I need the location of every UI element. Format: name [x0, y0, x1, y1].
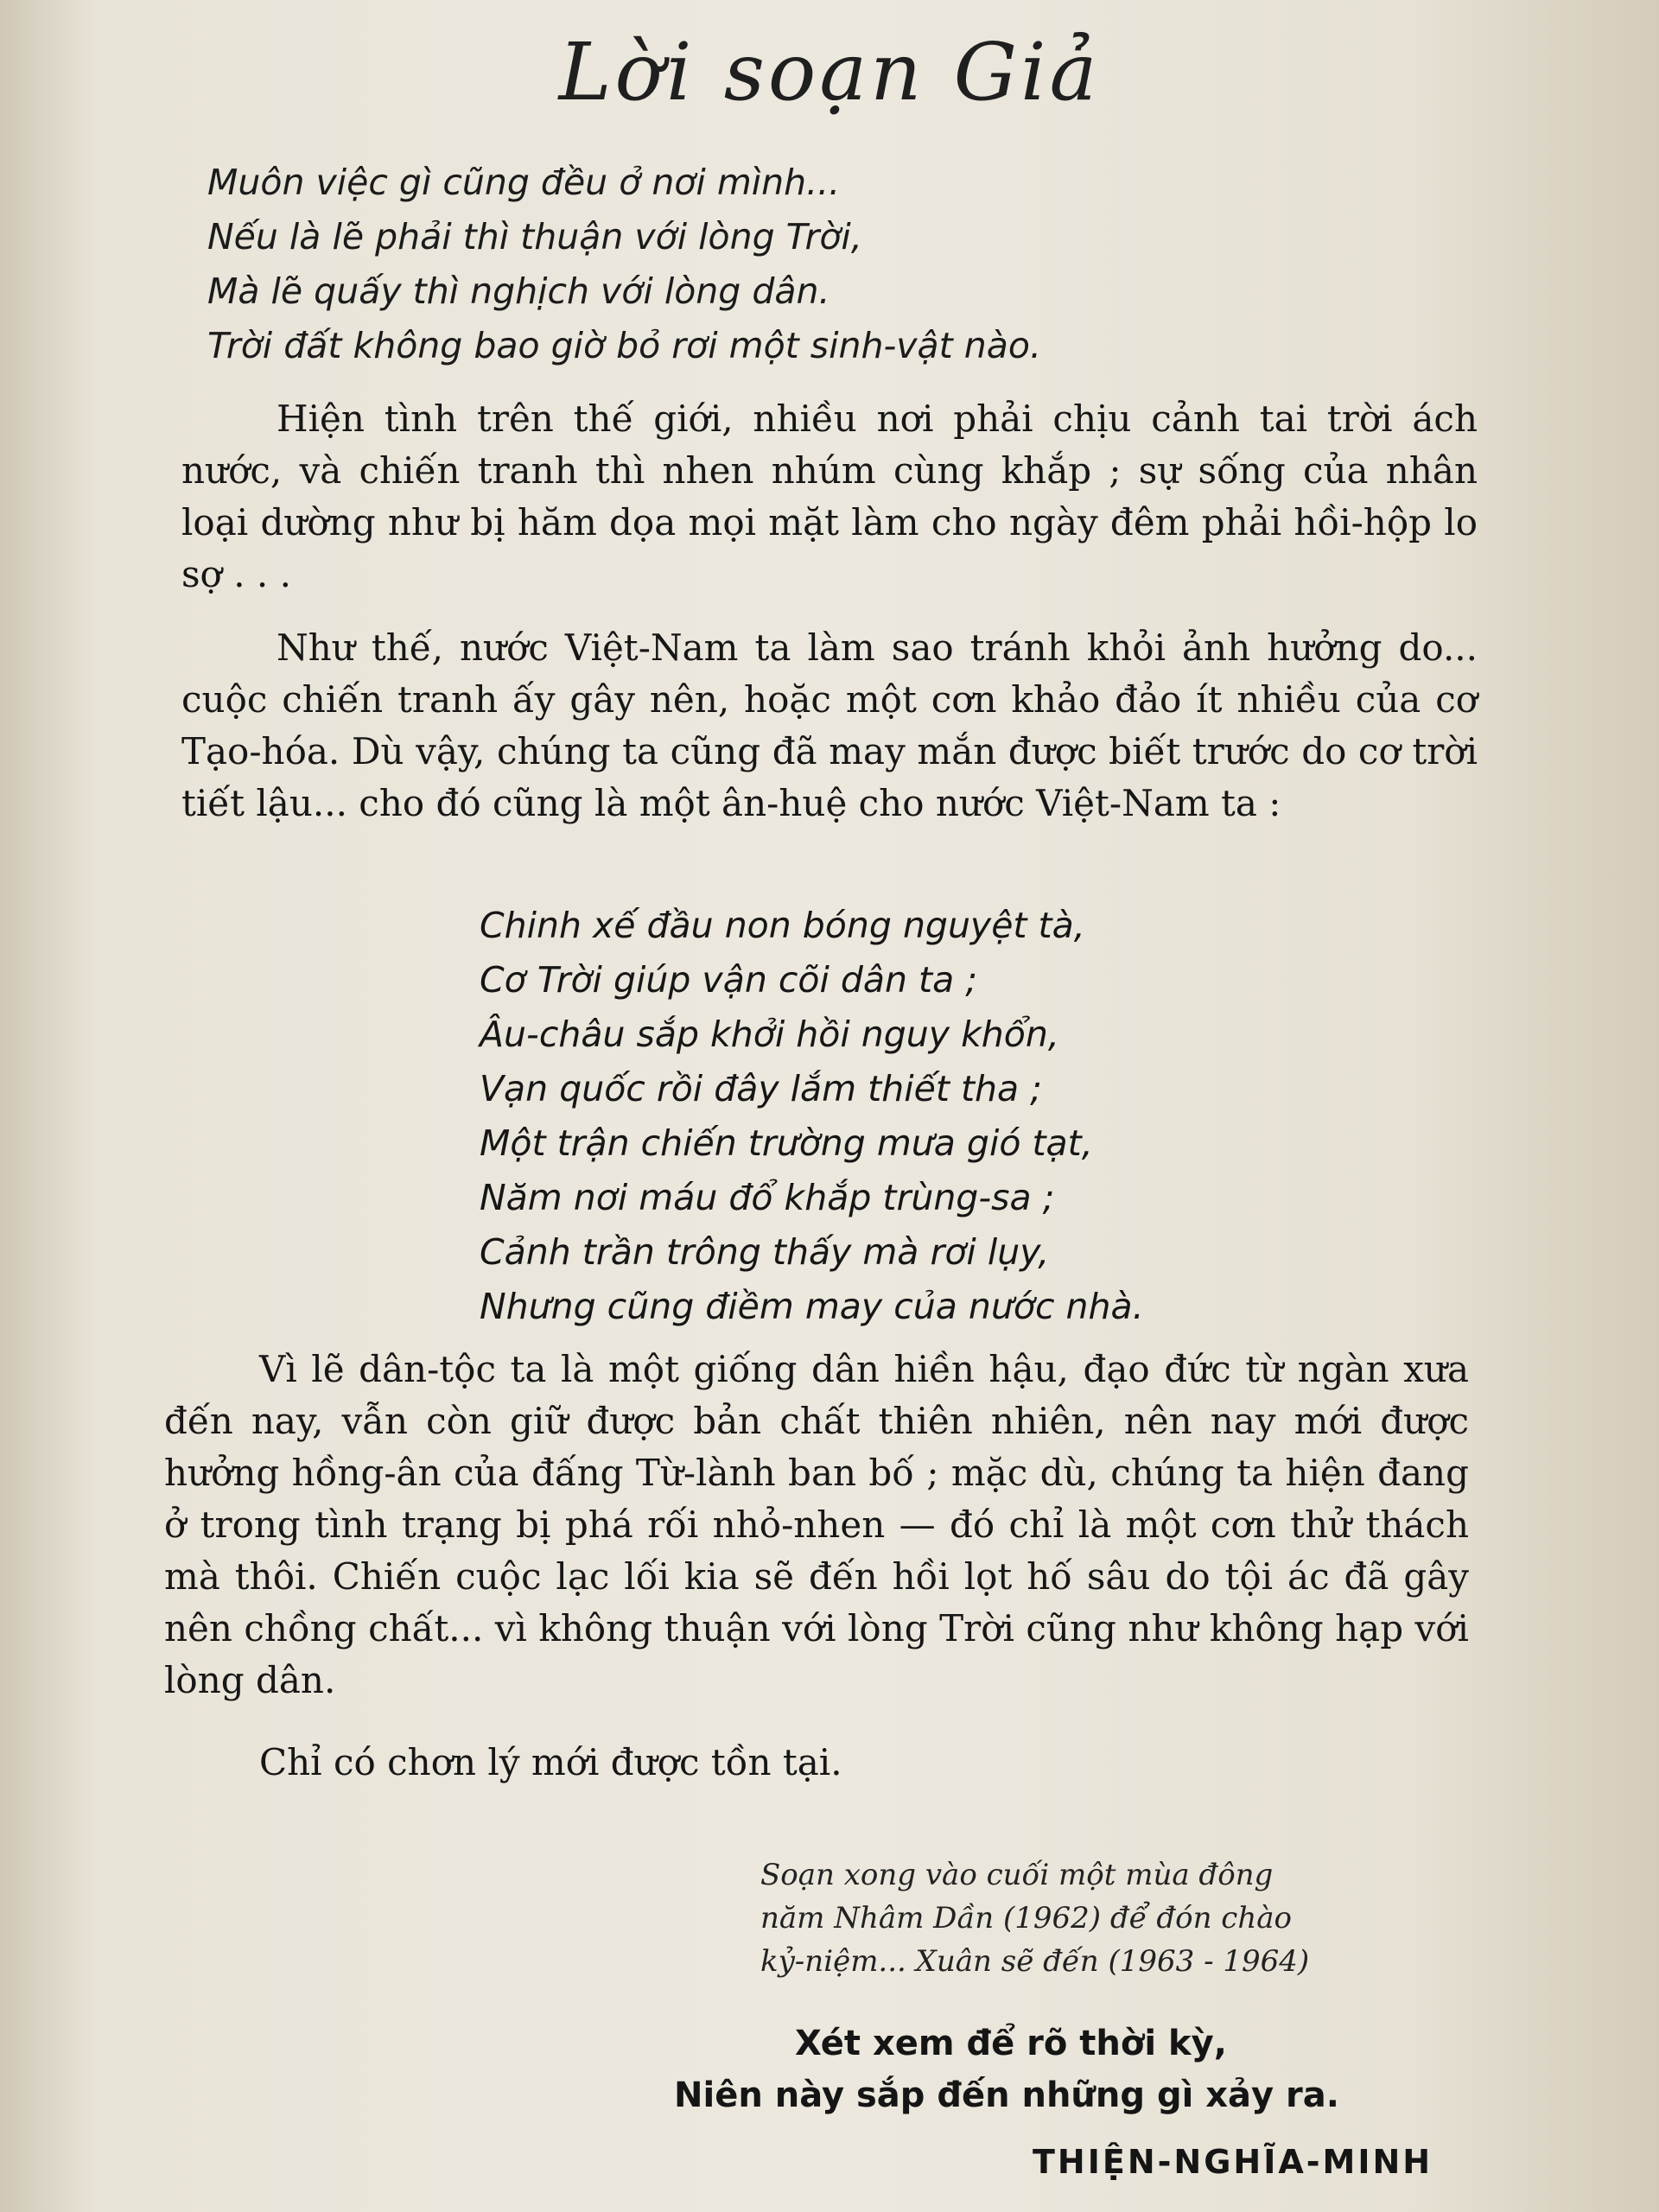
signoff-line: kỷ-niệm... Xuân sẽ đến (1963 - 1964) [760, 1944, 1310, 1979]
epigraph-line: Nếu là lẽ phải thì thuận với lòng Trời, [207, 216, 862, 257]
signoff-line: năm Nhâm Dần (1962) để đón chào [760, 1901, 1292, 1936]
verse-line: Chinh xế đầu non bóng nguyệt tà, [480, 905, 1085, 946]
verse-line: Một trận chiến trường mưa gió tạt, [480, 1122, 1093, 1164]
page-title: Lời soạn Giả [558, 26, 1101, 118]
verse-poem [480, 899, 1300, 1334]
closing-line: Niên này sắp đến những gì xảy ra. [674, 2075, 1339, 2115]
verse-line: Năm nơi máu đổ khắp trùng-sa ; [480, 1177, 1055, 1218]
verse-line: Vạn quốc rồi đây lắm thiết tha ; [480, 1068, 1042, 1109]
closing-line: Xét xem để rõ thời kỳ, [795, 2024, 1227, 2063]
verse-line: Cơ Trời giúp vận cõi dân ta ; [480, 959, 978, 1001]
signoff-line: Soạn xong vào cuối một mùa đông [760, 1858, 1274, 1892]
dated-signoff [760, 1853, 1417, 1983]
epigraph [207, 156, 1244, 373]
paragraph-3: Vì lẽ dân-tộc ta là một giống dân hiền hậu, đạo đức từ ngàn xưa đến nay, vẫn còn giữ được bản chất thiên nhiên, nên nay mới được hưởng hồng-ân của đấng Từ-lành ban bố ; mặc dù, chúng ta hiện đang ở trong tình trạng bị phá rối nhỏ-nhen — đó chỉ là một cơn thử thách mà thôi. Chiến cuộc lạc lối kia sẽ đến hồi lọt hố sâu do tội ác đã gây nên chồng chất... vì không thuận với lòng Trời cũng như không hạp với lòng dân. [164, 1348, 1469, 1701]
paragraph-1: Hiện tình trên thế giới, nhiều nơi phải chịu cảnh tai trời ách nước, và chiến tranh thì nhen nhúm cùng khắp ; sự sống của nhân loại dường như bị hăm dọa mọi mặt làm cho ngày đêm phải hồi-hộp lo sợ . . . [181, 397, 1478, 595]
verse-line: Cảnh trần trông thấy mà rơi lụy, [480, 1231, 1050, 1273]
closing-couplet [674, 2018, 1495, 2121]
epigraph-line: Mà lẽ quấy thì nghịch với lòng dân. [207, 270, 830, 312]
paragraph-4: Chỉ có chơn lý mới được tồn tại. [259, 1741, 842, 1783]
epigraph-line: Trời đất không bao giờ bỏ rơi một sinh-vật nào. [207, 325, 1042, 366]
epigraph-line: Muôn việc gì cũng đều ở nơi mình... [207, 162, 841, 203]
verse-line: Nhưng cũng điềm may của nước nhà. [480, 1286, 1144, 1327]
paragraph-2: Như thế, nước Việt-Nam ta làm sao tránh khỏi ảnh hưởng do... cuộc chiến tranh ấy gây nên, hoặc một cơn khảo đảo ít nhiều của cơ Tạo-hóa. Dù vậy, chúng ta cũng đã may mắn được biết trước do cơ trời tiết lậu... cho đó cũng là một ân-huệ cho nước Việt-Nam ta : [181, 626, 1478, 824]
author-name: THIỆN-NGHĨA-MINH [1033, 2143, 1433, 2181]
verse-line: Âu-châu sắp khởi hồi nguy khổn, [480, 1014, 1059, 1055]
